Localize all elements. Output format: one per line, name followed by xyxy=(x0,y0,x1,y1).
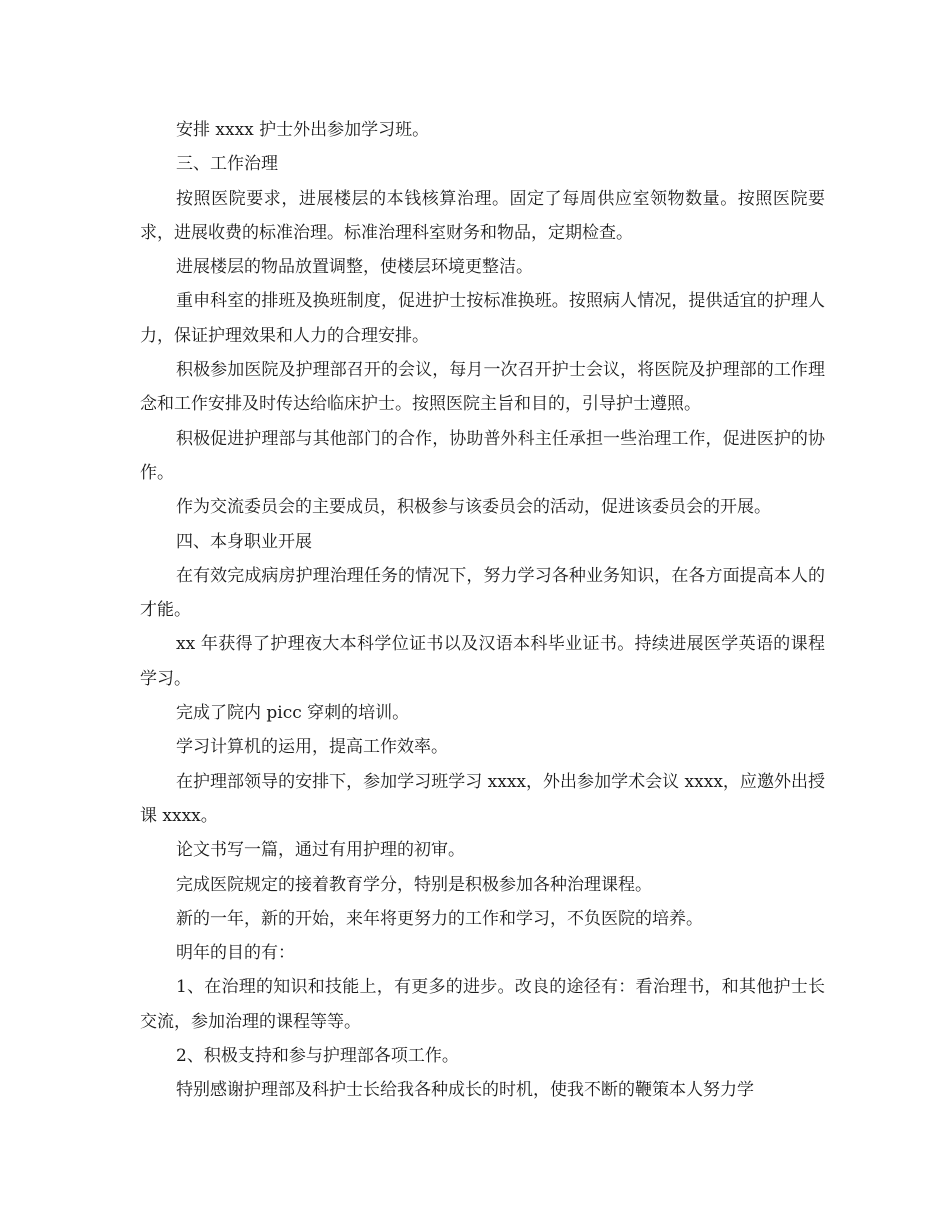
paragraph-floor-items: 进展楼层的物品放置调整，使楼层环境更整洁。 xyxy=(176,257,533,278)
document-body xyxy=(140,113,825,1108)
section-heading-career-development: 四、本身职业开展 xyxy=(176,531,312,552)
paragraph-continuing-education: 完成医院规定的接着教育学分，特别是积极参加各种治理课程。 xyxy=(176,874,652,895)
paragraph-cooperation: 积极促进护理部与其他部门的合作，协助普外科主任承担一些治理工作，促进医护的协作。 xyxy=(140,428,825,483)
paragraph-computer-skills: 学习计算机的运用，提高工作效率。 xyxy=(176,737,448,758)
paragraph-learning: 在有效完成病房护理治理任务的情况下，努力学习各种业务知识，在各方面提高本人的才能。 xyxy=(140,565,825,621)
paragraph-goals-heading: 明年的目的有： xyxy=(176,943,295,964)
paragraph-arrange-training: 安排 xxxx 护士外出参加学习班。 xyxy=(176,120,430,140)
paragraph-picc-training: 完成了院内 picc 穿刺的培训。 xyxy=(176,703,410,724)
paragraph-committee: 作为交流委员会的主要成员，积极参与该委员会的活动，促进该委员会的开展。 xyxy=(176,497,771,518)
paragraph-certificates: xx 年获得了护理夜大本科学位证书以及汉语本科毕业证书。持续进展医学英语的课程学习。 xyxy=(140,634,825,689)
paragraph-cost-accounting: 按照医院要求，进展楼层的本钱核算治理。固定了每周供应室领物数量。按照医院要求，进展收费的标准治理。标准治理科室财务和物品，定期检查。 xyxy=(140,188,825,243)
paragraph-conferences: 在护理部领导的安排下，参加学习班学习 xxxx，外出参加学术会议 xxxx，应邀外出授课 xxxx。 xyxy=(140,771,825,826)
paragraph-new-year: 新的一年，新的开始，来年将更努力的工作和学习，不负医院的培养。 xyxy=(176,908,703,929)
paragraph-goal-1: 1、在治理的知识和技能上，有更多的进步。改良的途径有：看治理书，和其他护士长交流，参加治理的课程等等。 xyxy=(140,977,825,1032)
paragraph-meetings: 积极参加医院及护理部召开的会议，每月一次召开护士会议，将医院及护理部的工作理念和工作安排及时传达给临床护士。按照医院主旨和目的，引导护士遵照。 xyxy=(140,360,825,415)
paragraph-goal-2: 2、积极支持和参与护理部各项工作。 xyxy=(176,1046,459,1067)
paragraph-thesis: 论文书写一篇，通过有用护理的初审。 xyxy=(176,840,465,861)
paragraph-shift-system: 重申科室的排班及换班制度，促进护士按标准换班。按照病人情况，提供适宜的护理人力，保证护理效果和人力的合理安排。 xyxy=(140,291,825,346)
section-heading-work-management: 三、工作治理 xyxy=(176,154,278,175)
paragraph-thanks: 特别感谢护理部及科护士长给我各种成长的时机，使我不断的鞭策本人努力学 xyxy=(176,1080,754,1101)
